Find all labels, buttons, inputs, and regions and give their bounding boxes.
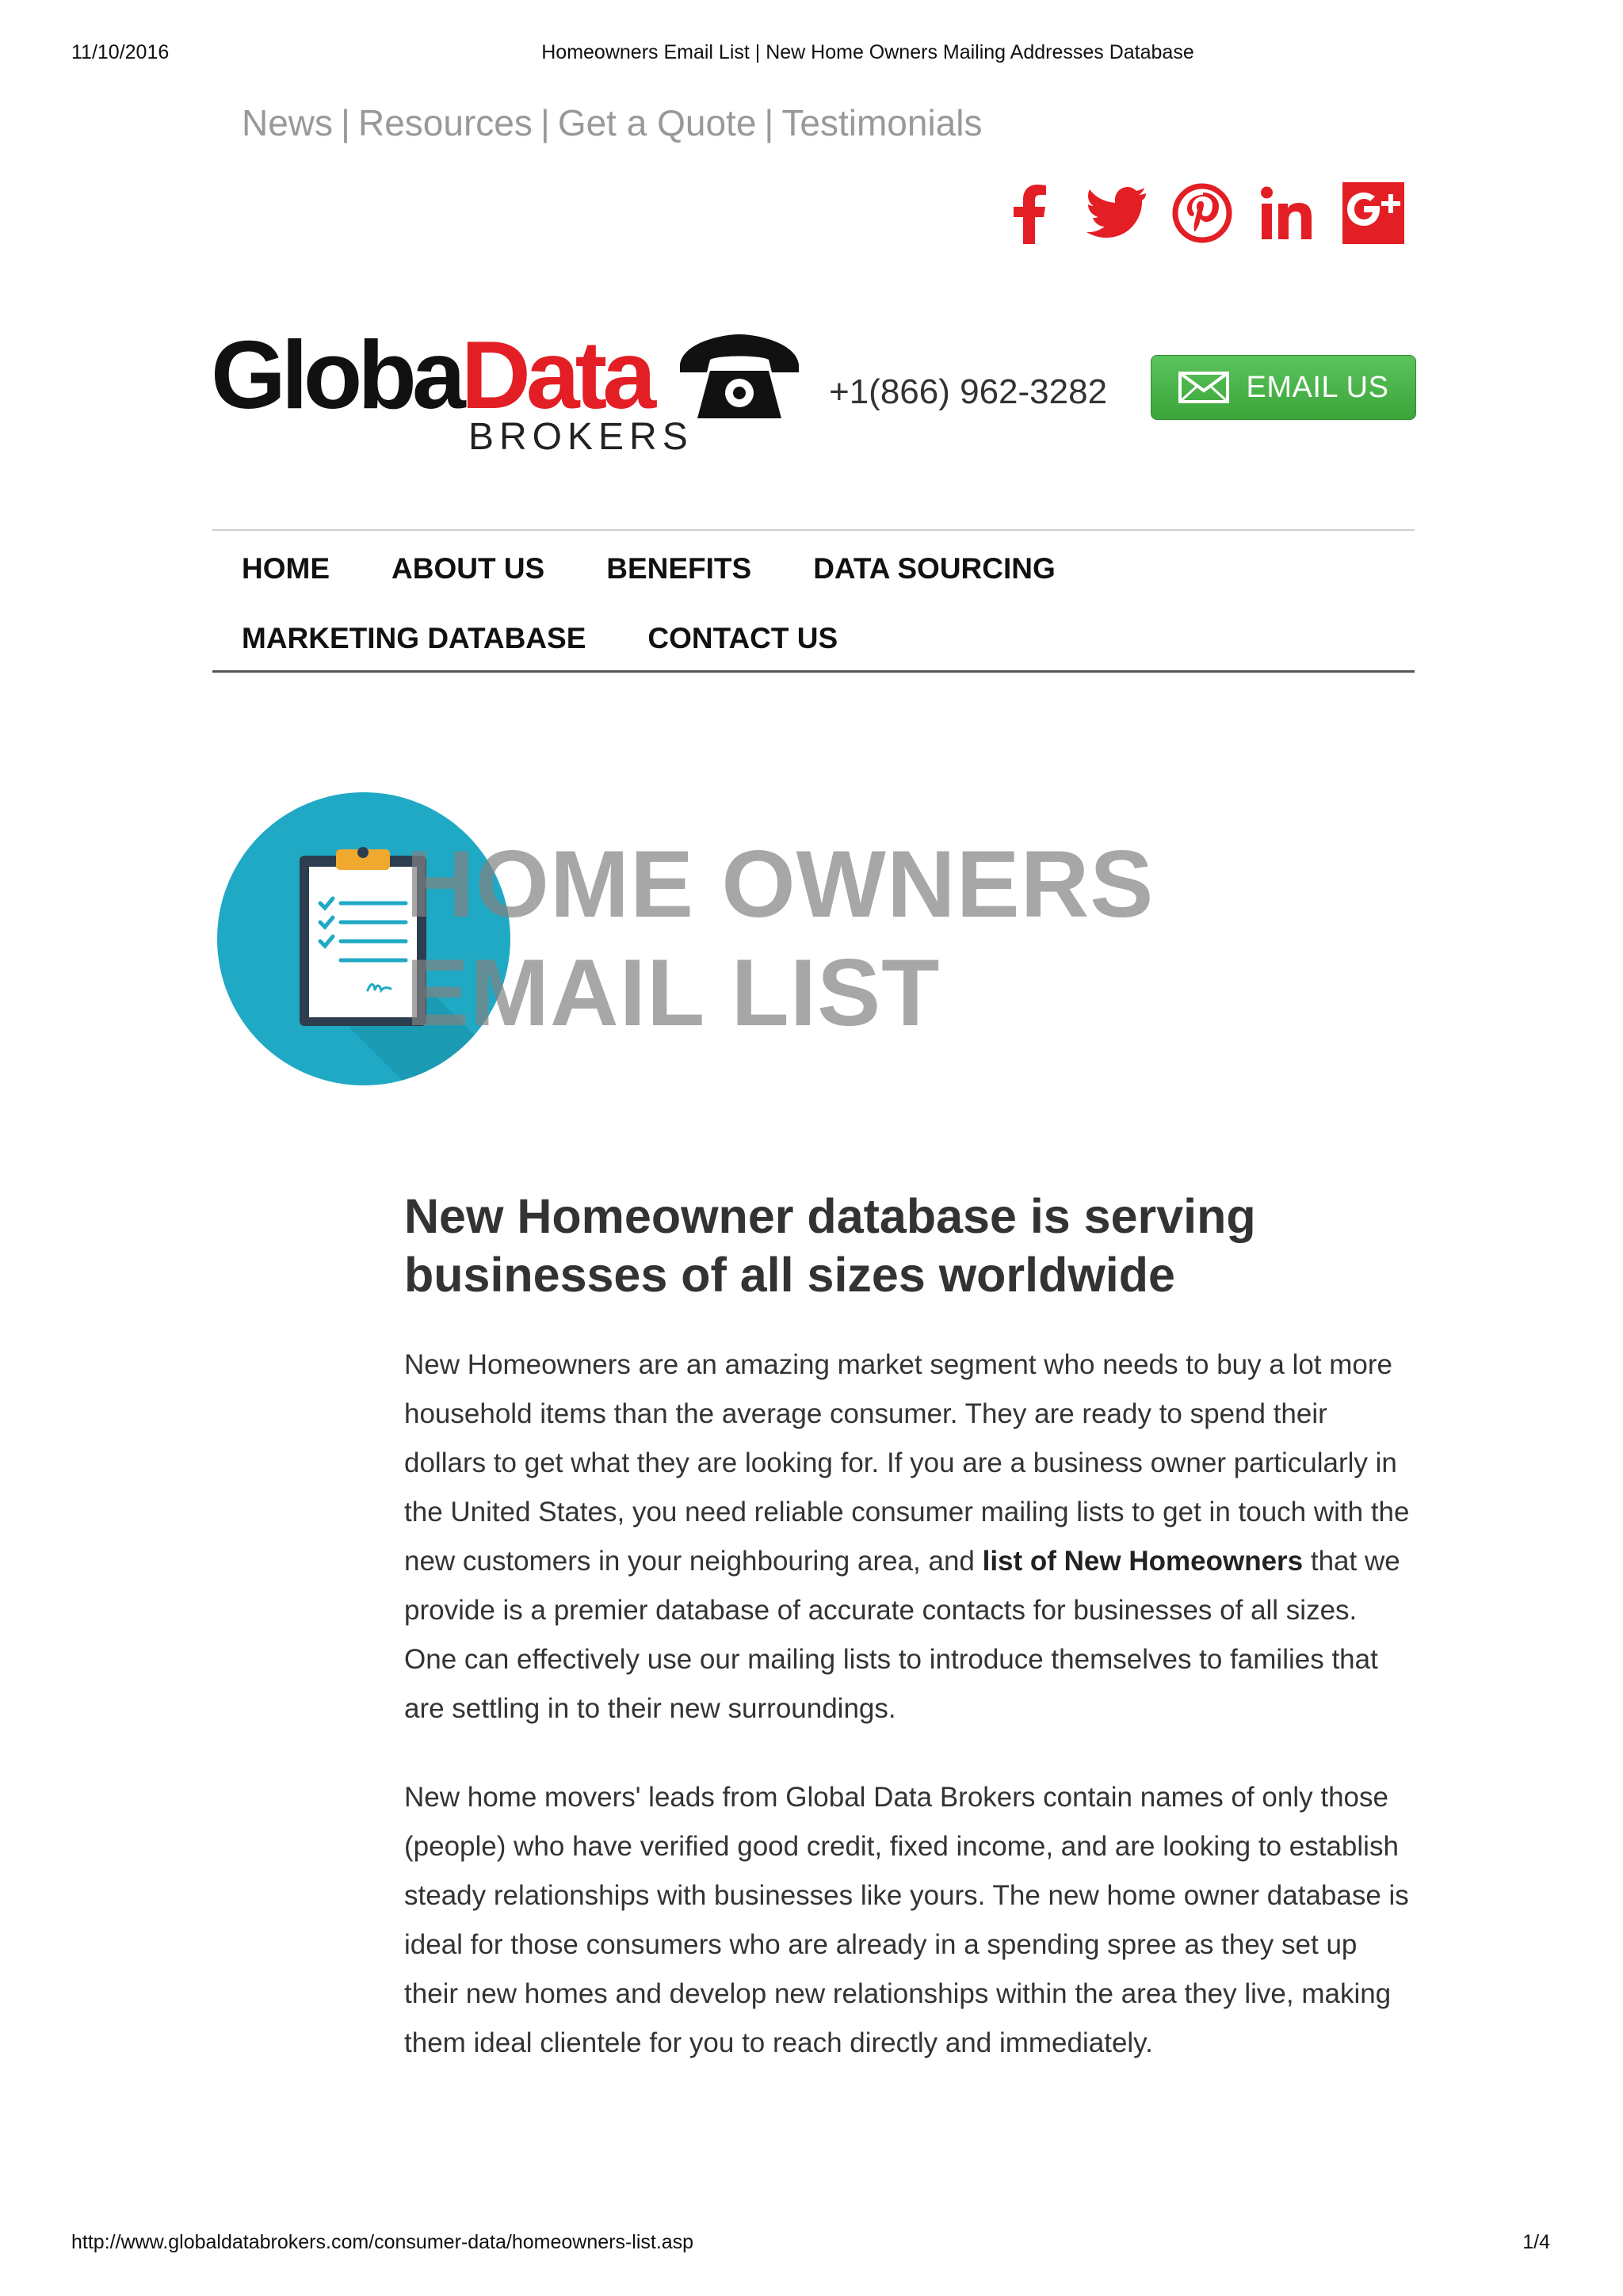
- main-nav-row-2: [242, 622, 838, 655]
- twitter-icon[interactable]: [1086, 182, 1148, 244]
- logo-subtitle: BROKERS: [468, 416, 693, 458]
- brand-logo[interactable]: [211, 321, 693, 458]
- email-us-label: EMAIL US: [1246, 370, 1389, 404]
- nav-item-home[interactable]: HOME: [242, 552, 330, 585]
- hero-title: [406, 830, 1154, 1047]
- top-links-bar: [242, 101, 982, 144]
- separator: |: [764, 102, 774, 143]
- google-plus-icon[interactable]: [1342, 182, 1404, 244]
- nav-item-benefits[interactable]: BENEFITS: [606, 552, 752, 585]
- nav-item-about-us[interactable]: ABOUT US: [391, 552, 545, 585]
- print-date: 11/10/2016: [71, 41, 170, 63]
- separator: |: [341, 102, 350, 143]
- envelope-icon: [1178, 372, 1229, 403]
- top-link-get-a-quote[interactable]: Get a Quote: [557, 102, 757, 143]
- article-paragraph-2: New home movers' leads from Global Data Brokers contain names of only those (people) who have verified good credit, fixed income, and are looking to establish steady relationships with businesses like yours. The new home owner database is ideal for those consumers who are already in a spending spree as they set up their new homes and develop new relationships within the area they live, making them ideal clientele for you to reach directly and immediately.: [404, 1782, 1409, 2058]
- print-url: http://www.globaldatabrokers.com/consumer-data/homeowners-list.asp: [71, 2231, 694, 2253]
- article-body: [404, 1187, 1411, 2068]
- phone-number[interactable]: +1(866) 962-3282: [829, 372, 1108, 411]
- top-link-resources[interactable]: Resources: [357, 102, 533, 143]
- article-heading-line-2: businesses of all sizes worldwide: [404, 1248, 1175, 1302]
- nav-divider-top: [212, 529, 1415, 531]
- top-link-news[interactable]: News: [242, 102, 334, 143]
- facebook-icon[interactable]: [1000, 182, 1062, 244]
- nav-divider-bottom: [212, 670, 1415, 673]
- logo-text-red: Data: [460, 321, 652, 429]
- logo-text-dark: Globa: [211, 321, 461, 429]
- article-paragraph-1: [404, 1341, 1411, 1733]
- nav-item-marketing-database[interactable]: MARKETING DATABASE: [242, 622, 586, 654]
- nav-item-contact-us[interactable]: CONTACT US: [647, 622, 838, 654]
- email-us-button[interactable]: [1151, 355, 1416, 420]
- nav-item-data-sourcing[interactable]: DATA SOURCING: [813, 552, 1056, 585]
- telephone-icon: [675, 333, 804, 421]
- linkedin-icon[interactable]: [1257, 182, 1319, 244]
- separator: |: [540, 102, 550, 143]
- pinterest-icon[interactable]: [1171, 182, 1233, 244]
- print-page-title: Homeowners Email List | New Home Owners Mailing Addresses Database: [541, 41, 1194, 63]
- article-heading: [404, 1187, 1411, 1304]
- top-link-testimonials[interactable]: Testimonials: [781, 102, 983, 143]
- main-nav-row-1: [242, 552, 1056, 585]
- hero-title-line-1: HOME OWNERS: [406, 831, 1155, 937]
- article-heading-line-1: New Homeowner database is serving: [404, 1189, 1256, 1243]
- paragraph-text: that we provide is a premier database of accurate contacts for businesses of all sizes. One can effectively use our mailing lists to introduce themselves to families that are settling in to their new surroundings.: [404, 1546, 1400, 1724]
- print-page-number: 1/4: [1522, 2231, 1550, 2253]
- paragraph-text: New Homeowners are an amazing market segment who needs to buy a lot more household items than the average consumer. They are ready to spend their dollars to get what they are looking for. If you are a business owner particularly in the United States, you need reliable consumer mailing lists to get in touch with the new customers in your neighbouring area, and: [404, 1349, 1410, 1577]
- hero-title-line-2: EMAIL LIST: [406, 940, 941, 1046]
- new-homeowners-list-link[interactable]: list of New Homeowners: [982, 1546, 1304, 1577]
- social-icons: [1000, 182, 1404, 244]
